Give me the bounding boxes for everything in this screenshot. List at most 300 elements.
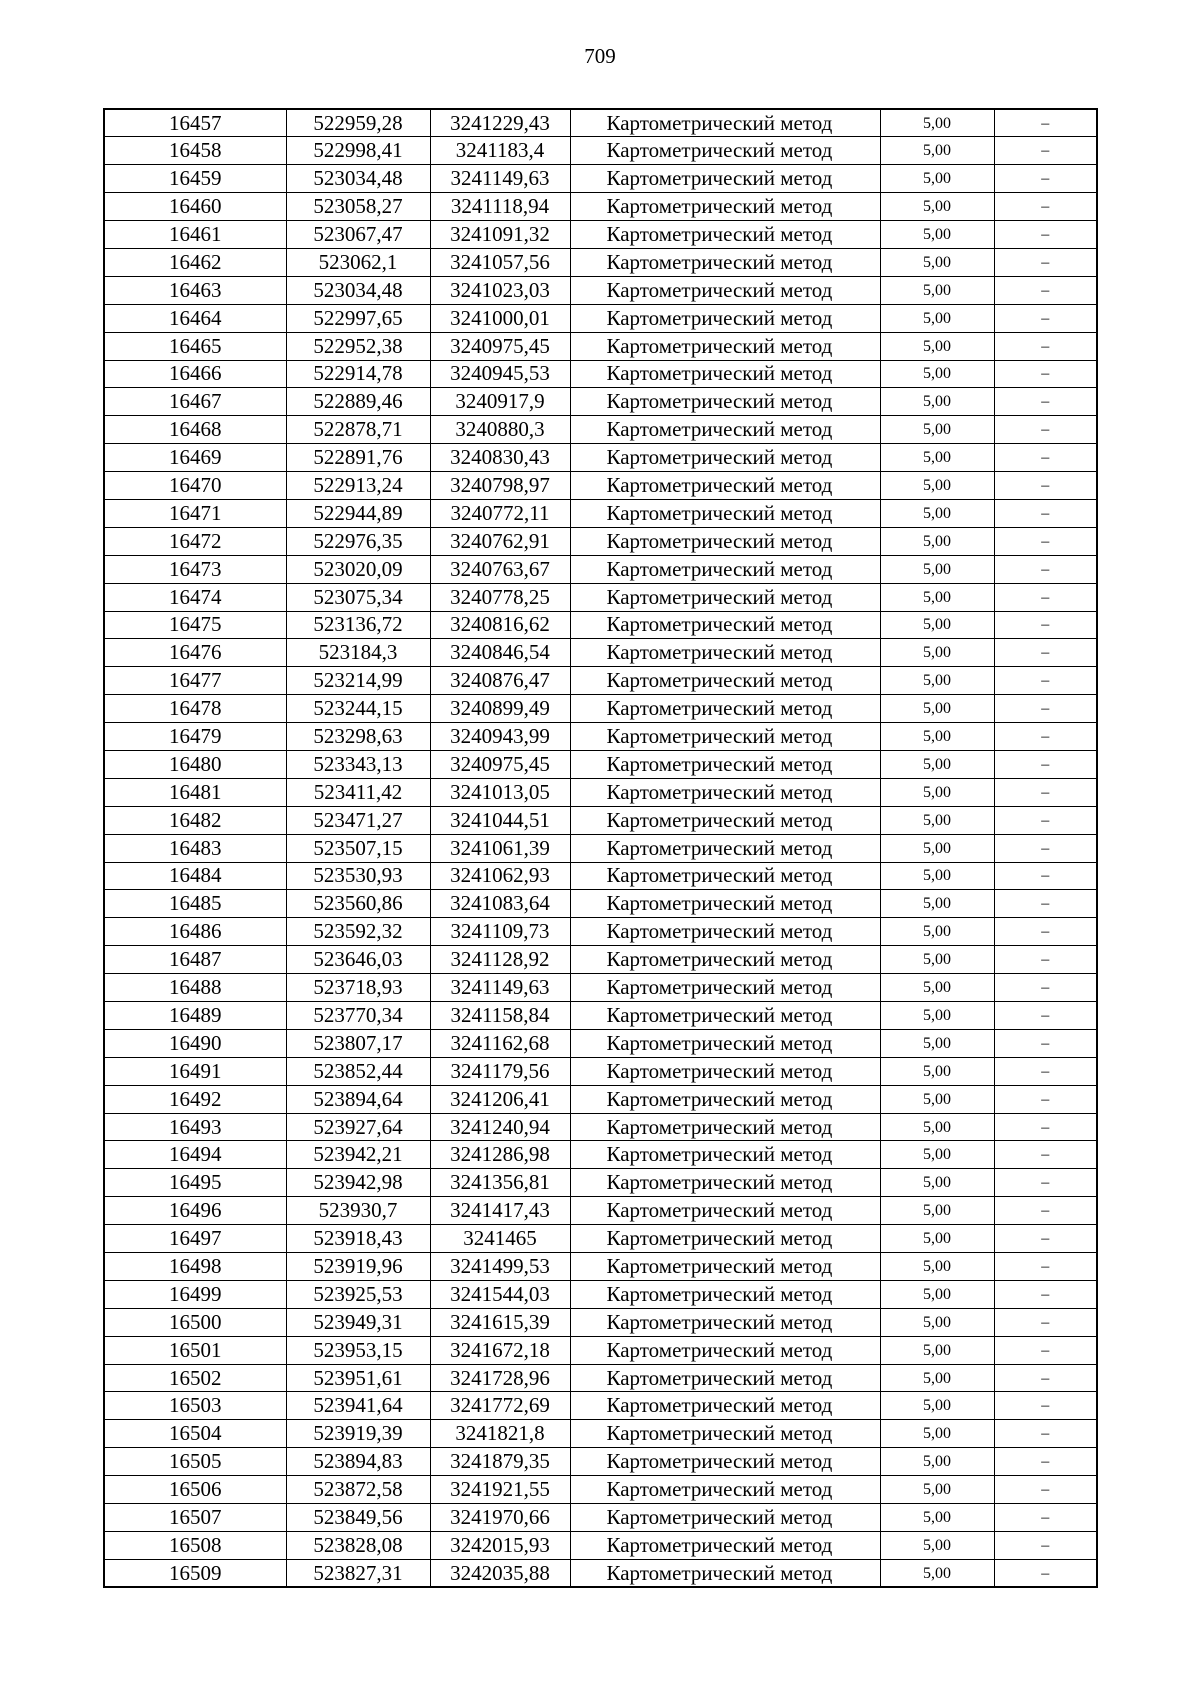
point-number-cell: 16492: [104, 1085, 286, 1113]
y-coordinate-cell: 3241417,43: [430, 1197, 570, 1225]
point-number-cell: 16508: [104, 1531, 286, 1559]
note-cell: –: [994, 416, 1097, 444]
method-cell: Картометрический метод: [570, 1420, 880, 1448]
accuracy-cell: 5,00: [880, 974, 994, 1002]
x-coordinate-cell: 523930,7: [286, 1197, 430, 1225]
accuracy-cell: 5,00: [880, 1392, 994, 1420]
accuracy-cell: 5,00: [880, 1113, 994, 1141]
y-coordinate-cell: 3240876,47: [430, 667, 570, 695]
method-cell: Картометрический метод: [570, 834, 880, 862]
y-coordinate-cell: 3241499,53: [430, 1253, 570, 1281]
y-coordinate-cell: 3241149,63: [430, 974, 570, 1002]
y-coordinate-cell: 3241109,73: [430, 918, 570, 946]
method-cell: Картометрический метод: [570, 611, 880, 639]
note-cell: –: [994, 1057, 1097, 1085]
x-coordinate-cell: 523894,64: [286, 1085, 430, 1113]
method-cell: Картометрический метод: [570, 1476, 880, 1504]
method-cell: Картометрический метод: [570, 1504, 880, 1532]
note-cell: –: [994, 834, 1097, 862]
method-cell: Картометрический метод: [570, 360, 880, 388]
note-cell: –: [994, 1225, 1097, 1253]
table-row: [104, 1085, 1097, 1113]
x-coordinate-cell: 523034,48: [286, 165, 430, 193]
method-cell: Картометрический метод: [570, 723, 880, 751]
accuracy-cell: 5,00: [880, 1169, 994, 1197]
table-row: [104, 1225, 1097, 1253]
accuracy-cell: 5,00: [880, 1029, 994, 1057]
accuracy-cell: 5,00: [880, 611, 994, 639]
y-coordinate-cell: 3241128,92: [430, 946, 570, 974]
note-cell: –: [994, 248, 1097, 276]
y-coordinate-cell: 3241728,96: [430, 1364, 570, 1392]
table-row: [104, 1197, 1097, 1225]
accuracy-cell: 5,00: [880, 1085, 994, 1113]
x-coordinate-cell: 523919,96: [286, 1253, 430, 1281]
accuracy-cell: 5,00: [880, 248, 994, 276]
accuracy-cell: 5,00: [880, 555, 994, 583]
table-row: [104, 778, 1097, 806]
accuracy-cell: 5,00: [880, 890, 994, 918]
note-cell: –: [994, 1002, 1097, 1030]
point-number-cell: 16497: [104, 1225, 286, 1253]
y-coordinate-cell: 3241821,8: [430, 1420, 570, 1448]
note-cell: –: [994, 1531, 1097, 1559]
note-cell: –: [994, 1253, 1097, 1281]
y-coordinate-cell: 3241000,01: [430, 304, 570, 332]
x-coordinate-cell: 523298,63: [286, 723, 430, 751]
table-row: [104, 221, 1097, 249]
accuracy-cell: 5,00: [880, 193, 994, 221]
table-row: [104, 555, 1097, 583]
y-coordinate-cell: 3241465: [430, 1225, 570, 1253]
note-cell: –: [994, 750, 1097, 778]
table-row: [104, 890, 1097, 918]
y-coordinate-cell: 3242015,93: [430, 1531, 570, 1559]
table-row: [104, 332, 1097, 360]
note-cell: –: [994, 137, 1097, 165]
accuracy-cell: 5,00: [880, 778, 994, 806]
table-row: [104, 1057, 1097, 1085]
accuracy-cell: 5,00: [880, 527, 994, 555]
method-cell: Картометрический метод: [570, 276, 880, 304]
accuracy-cell: 5,00: [880, 723, 994, 751]
accuracy-cell: 5,00: [880, 834, 994, 862]
method-cell: Картометрический метод: [570, 946, 880, 974]
point-number-cell: 16509: [104, 1559, 286, 1587]
point-number-cell: 16499: [104, 1280, 286, 1308]
note-cell: –: [994, 806, 1097, 834]
point-number-cell: 16491: [104, 1057, 286, 1085]
method-cell: Картометрический метод: [570, 555, 880, 583]
x-coordinate-cell: 523849,56: [286, 1504, 430, 1532]
point-number-cell: 16476: [104, 639, 286, 667]
x-coordinate-cell: 522976,35: [286, 527, 430, 555]
note-cell: –: [994, 1392, 1097, 1420]
method-cell: Картометрический метод: [570, 1364, 880, 1392]
y-coordinate-cell: 3240880,3: [430, 416, 570, 444]
y-coordinate-cell: 3240778,25: [430, 583, 570, 611]
y-coordinate-cell: 3241356,81: [430, 1169, 570, 1197]
accuracy-cell: 5,00: [880, 667, 994, 695]
method-cell: Картометрический метод: [570, 416, 880, 444]
table-row: [104, 1420, 1097, 1448]
table-row: [104, 611, 1097, 639]
y-coordinate-cell: 3241013,05: [430, 778, 570, 806]
y-coordinate-cell: 3241921,55: [430, 1476, 570, 1504]
accuracy-cell: 5,00: [880, 1002, 994, 1030]
x-coordinate-cell: 523807,17: [286, 1029, 430, 1057]
method-cell: Картометрический метод: [570, 667, 880, 695]
method-cell: Картометрический метод: [570, 806, 880, 834]
method-cell: Картометрический метод: [570, 1225, 880, 1253]
accuracy-cell: 5,00: [880, 304, 994, 332]
note-cell: –: [994, 1029, 1097, 1057]
x-coordinate-cell: 523951,61: [286, 1364, 430, 1392]
x-coordinate-cell: 523592,32: [286, 918, 430, 946]
note-cell: –: [994, 1169, 1097, 1197]
table-row: [104, 360, 1097, 388]
note-cell: –: [994, 695, 1097, 723]
method-cell: Картометрический метод: [570, 1002, 880, 1030]
method-cell: Картометрический метод: [570, 221, 880, 249]
accuracy-cell: 5,00: [880, 1559, 994, 1587]
note-cell: –: [994, 1448, 1097, 1476]
y-coordinate-cell: 3242035,88: [430, 1559, 570, 1587]
method-cell: Картометрический метод: [570, 527, 880, 555]
point-number-cell: 16458: [104, 137, 286, 165]
x-coordinate-cell: 523214,99: [286, 667, 430, 695]
table-row: [104, 639, 1097, 667]
accuracy-cell: 5,00: [880, 583, 994, 611]
table-row: [104, 834, 1097, 862]
y-coordinate-cell: 3241229,43: [430, 109, 570, 137]
y-coordinate-cell: 3240975,45: [430, 332, 570, 360]
y-coordinate-cell: 3241118,94: [430, 193, 570, 221]
point-number-cell: 16505: [104, 1448, 286, 1476]
point-number-cell: 16486: [104, 918, 286, 946]
y-coordinate-cell: 3241970,66: [430, 1504, 570, 1532]
y-coordinate-cell: 3241672,18: [430, 1336, 570, 1364]
x-coordinate-cell: 523058,27: [286, 193, 430, 221]
table-row: [104, 974, 1097, 1002]
accuracy-cell: 5,00: [880, 862, 994, 890]
note-cell: –: [994, 1364, 1097, 1392]
y-coordinate-cell: 3241206,41: [430, 1085, 570, 1113]
x-coordinate-cell: 523067,47: [286, 221, 430, 249]
accuracy-cell: 5,00: [880, 918, 994, 946]
point-number-cell: 16469: [104, 444, 286, 472]
point-number-cell: 16464: [104, 304, 286, 332]
method-cell: Картометрический метод: [570, 1392, 880, 1420]
table-row: [104, 193, 1097, 221]
accuracy-cell: 5,00: [880, 137, 994, 165]
table-row: [104, 1169, 1097, 1197]
x-coordinate-cell: 523828,08: [286, 1531, 430, 1559]
x-coordinate-cell: 523560,86: [286, 890, 430, 918]
y-coordinate-cell: 3241061,39: [430, 834, 570, 862]
accuracy-cell: 5,00: [880, 639, 994, 667]
note-cell: –: [994, 555, 1097, 583]
note-cell: –: [994, 472, 1097, 500]
accuracy-cell: 5,00: [880, 1253, 994, 1281]
table-row: [104, 1280, 1097, 1308]
table-row: [104, 1336, 1097, 1364]
y-coordinate-cell: 3241162,68: [430, 1029, 570, 1057]
point-number-cell: 16488: [104, 974, 286, 1002]
x-coordinate-cell: 523942,98: [286, 1169, 430, 1197]
table-row: [104, 444, 1097, 472]
note-cell: –: [994, 444, 1097, 472]
x-coordinate-cell: 523770,34: [286, 1002, 430, 1030]
accuracy-cell: 5,00: [880, 109, 994, 137]
point-number-cell: 16461: [104, 221, 286, 249]
table-row: [104, 806, 1097, 834]
accuracy-cell: 5,00: [880, 1057, 994, 1085]
note-cell: –: [994, 193, 1097, 221]
table-row: [104, 1392, 1097, 1420]
note-cell: –: [994, 639, 1097, 667]
method-cell: Картометрический метод: [570, 304, 880, 332]
x-coordinate-cell: 522913,24: [286, 472, 430, 500]
note-cell: –: [994, 499, 1097, 527]
point-number-cell: 16507: [104, 1504, 286, 1532]
coordinates-table: [103, 108, 1098, 1588]
table-row: [104, 750, 1097, 778]
x-coordinate-cell: 523925,53: [286, 1280, 430, 1308]
table-row: [104, 1364, 1097, 1392]
note-cell: –: [994, 1113, 1097, 1141]
note-cell: –: [994, 276, 1097, 304]
table-row: [104, 695, 1097, 723]
y-coordinate-cell: 3240762,91: [430, 527, 570, 555]
table-row: [104, 1308, 1097, 1336]
x-coordinate-cell: 523852,44: [286, 1057, 430, 1085]
accuracy-cell: 5,00: [880, 221, 994, 249]
point-number-cell: 16474: [104, 583, 286, 611]
point-number-cell: 16496: [104, 1197, 286, 1225]
point-number-cell: 16462: [104, 248, 286, 276]
point-number-cell: 16466: [104, 360, 286, 388]
point-number-cell: 16473: [104, 555, 286, 583]
method-cell: Картометрический метод: [570, 472, 880, 500]
accuracy-cell: 5,00: [880, 1336, 994, 1364]
accuracy-cell: 5,00: [880, 1197, 994, 1225]
page-number: 709: [584, 44, 616, 68]
note-cell: –: [994, 1085, 1097, 1113]
method-cell: Картометрический метод: [570, 583, 880, 611]
note-cell: –: [994, 611, 1097, 639]
x-coordinate-cell: 522952,38: [286, 332, 430, 360]
note-cell: –: [994, 778, 1097, 806]
x-coordinate-cell: 523411,42: [286, 778, 430, 806]
table-row: [104, 165, 1097, 193]
accuracy-cell: 5,00: [880, 1531, 994, 1559]
point-number-cell: 16459: [104, 165, 286, 193]
accuracy-cell: 5,00: [880, 332, 994, 360]
y-coordinate-cell: 3241023,03: [430, 276, 570, 304]
table-row: [104, 1141, 1097, 1169]
accuracy-cell: 5,00: [880, 388, 994, 416]
method-cell: Картометрический метод: [570, 1531, 880, 1559]
accuracy-cell: 5,00: [880, 499, 994, 527]
x-coordinate-cell: 523507,15: [286, 834, 430, 862]
note-cell: –: [994, 1336, 1097, 1364]
method-cell: Картометрический метод: [570, 1448, 880, 1476]
x-coordinate-cell: 523075,34: [286, 583, 430, 611]
accuracy-cell: 5,00: [880, 1420, 994, 1448]
y-coordinate-cell: 3240945,53: [430, 360, 570, 388]
method-cell: Картометрический метод: [570, 193, 880, 221]
note-cell: –: [994, 1308, 1097, 1336]
method-cell: Картометрический метод: [570, 1197, 880, 1225]
x-coordinate-cell: 523919,39: [286, 1420, 430, 1448]
point-number-cell: 16495: [104, 1169, 286, 1197]
accuracy-cell: 5,00: [880, 1280, 994, 1308]
method-cell: Картометрический метод: [570, 639, 880, 667]
method-cell: Картометрический метод: [570, 499, 880, 527]
point-number-cell: 16489: [104, 1002, 286, 1030]
method-cell: Картометрический метод: [570, 109, 880, 137]
point-number-cell: 16472: [104, 527, 286, 555]
table-row: [104, 667, 1097, 695]
point-number-cell: 16506: [104, 1476, 286, 1504]
point-number-cell: 16475: [104, 611, 286, 639]
table-row: [104, 388, 1097, 416]
method-cell: Картометрический метод: [570, 1057, 880, 1085]
method-cell: Картометрический метод: [570, 1141, 880, 1169]
note-cell: –: [994, 1559, 1097, 1587]
y-coordinate-cell: 3241057,56: [430, 248, 570, 276]
note-cell: –: [994, 974, 1097, 1002]
y-coordinate-cell: 3241544,03: [430, 1280, 570, 1308]
point-number-cell: 16480: [104, 750, 286, 778]
accuracy-cell: 5,00: [880, 1448, 994, 1476]
coordinates-table-body: [104, 109, 1097, 1587]
method-cell: Картометрический метод: [570, 695, 880, 723]
accuracy-cell: 5,00: [880, 444, 994, 472]
point-number-cell: 16460: [104, 193, 286, 221]
x-coordinate-cell: 523020,09: [286, 555, 430, 583]
x-coordinate-cell: 523942,21: [286, 1141, 430, 1169]
method-cell: Картометрический метод: [570, 1169, 880, 1197]
accuracy-cell: 5,00: [880, 806, 994, 834]
method-cell: Картометрический метод: [570, 1029, 880, 1057]
x-coordinate-cell: 522891,76: [286, 444, 430, 472]
method-cell: Картометрический метод: [570, 778, 880, 806]
x-coordinate-cell: 523034,48: [286, 276, 430, 304]
x-coordinate-cell: 523953,15: [286, 1336, 430, 1364]
point-number-cell: 16471: [104, 499, 286, 527]
table-row: [104, 918, 1097, 946]
point-number-cell: 16500: [104, 1308, 286, 1336]
x-coordinate-cell: 523530,93: [286, 862, 430, 890]
table-row: [104, 499, 1097, 527]
point-number-cell: 16468: [104, 416, 286, 444]
note-cell: –: [994, 332, 1097, 360]
method-cell: Картометрический метод: [570, 248, 880, 276]
table-row: [104, 527, 1097, 555]
point-number-cell: 16487: [104, 946, 286, 974]
y-coordinate-cell: 3241772,69: [430, 1392, 570, 1420]
accuracy-cell: 5,00: [880, 1364, 994, 1392]
point-number-cell: 16479: [104, 723, 286, 751]
method-cell: Картометрический метод: [570, 1336, 880, 1364]
y-coordinate-cell: 3240798,97: [430, 472, 570, 500]
y-coordinate-cell: 3241183,4: [430, 137, 570, 165]
table-row: [104, 1448, 1097, 1476]
method-cell: Картометрический метод: [570, 862, 880, 890]
x-coordinate-cell: 523718,93: [286, 974, 430, 1002]
point-number-cell: 16482: [104, 806, 286, 834]
y-coordinate-cell: 3240917,9: [430, 388, 570, 416]
note-cell: –: [994, 109, 1097, 137]
method-cell: Картометрический метод: [570, 137, 880, 165]
note-cell: –: [994, 1197, 1097, 1225]
point-number-cell: 16493: [104, 1113, 286, 1141]
table-row: [104, 416, 1097, 444]
note-cell: –: [994, 360, 1097, 388]
y-coordinate-cell: 3241083,64: [430, 890, 570, 918]
table-row: [104, 1002, 1097, 1030]
y-coordinate-cell: 3241044,51: [430, 806, 570, 834]
x-coordinate-cell: 522959,28: [286, 109, 430, 137]
table-row: [104, 276, 1097, 304]
accuracy-cell: 5,00: [880, 276, 994, 304]
point-number-cell: 16481: [104, 778, 286, 806]
point-number-cell: 16502: [104, 1364, 286, 1392]
y-coordinate-cell: 3240899,49: [430, 695, 570, 723]
point-number-cell: 16503: [104, 1392, 286, 1420]
y-coordinate-cell: 3241179,56: [430, 1057, 570, 1085]
x-coordinate-cell: 523471,27: [286, 806, 430, 834]
point-number-cell: 16501: [104, 1336, 286, 1364]
x-coordinate-cell: 523872,58: [286, 1476, 430, 1504]
x-coordinate-cell: 523918,43: [286, 1225, 430, 1253]
note-cell: –: [994, 1476, 1097, 1504]
x-coordinate-cell: 523927,64: [286, 1113, 430, 1141]
y-coordinate-cell: 3241240,94: [430, 1113, 570, 1141]
x-coordinate-cell: 523136,72: [286, 611, 430, 639]
note-cell: –: [994, 304, 1097, 332]
accuracy-cell: 5,00: [880, 1504, 994, 1532]
note-cell: –: [994, 723, 1097, 751]
x-coordinate-cell: 523343,13: [286, 750, 430, 778]
point-number-cell: 16504: [104, 1420, 286, 1448]
method-cell: Картометрический метод: [570, 890, 880, 918]
x-coordinate-cell: 523062,1: [286, 248, 430, 276]
table-row: [104, 1113, 1097, 1141]
x-coordinate-cell: 523894,83: [286, 1448, 430, 1476]
x-coordinate-cell: 523941,64: [286, 1392, 430, 1420]
point-number-cell: 16490: [104, 1029, 286, 1057]
table-row: [104, 1559, 1097, 1587]
x-coordinate-cell: 522998,41: [286, 137, 430, 165]
accuracy-cell: 5,00: [880, 416, 994, 444]
note-cell: –: [994, 1141, 1097, 1169]
y-coordinate-cell: 3241158,84: [430, 1002, 570, 1030]
accuracy-cell: 5,00: [880, 1476, 994, 1504]
note-cell: –: [994, 1420, 1097, 1448]
y-coordinate-cell: 3241091,32: [430, 221, 570, 249]
y-coordinate-cell: 3240943,99: [430, 723, 570, 751]
method-cell: Картометрический метод: [570, 1253, 880, 1281]
note-cell: –: [994, 862, 1097, 890]
point-number-cell: 16494: [104, 1141, 286, 1169]
method-cell: Картометрический метод: [570, 1113, 880, 1141]
method-cell: Картометрический метод: [570, 1280, 880, 1308]
method-cell: Картометрический метод: [570, 388, 880, 416]
point-number-cell: 16483: [104, 834, 286, 862]
